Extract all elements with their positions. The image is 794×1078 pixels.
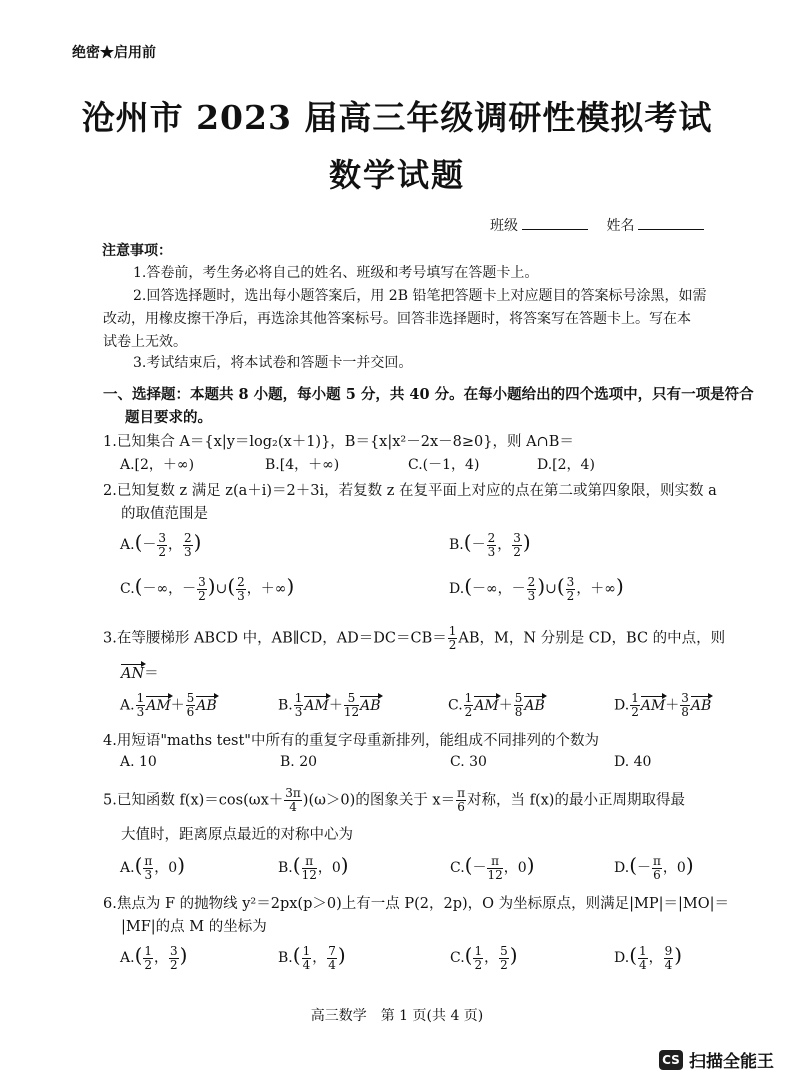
q5-stem-2: 大值时，距离原点最近的对称中心为 — [121, 827, 353, 843]
q4-option-a: A. 10 — [120, 754, 157, 770]
scanner-watermark — [659, 1047, 774, 1072]
q1-option-d: D.[2，4) — [537, 457, 595, 473]
q5-option-d: D.(－ $\frac{\pi}{6}$ ，0) — [614, 853, 694, 882]
q3-stem-2: AN＝ — [121, 666, 159, 682]
note-2c: 试卷上无效。 — [103, 334, 187, 350]
note-2b: 改动，用橡皮擦干净后，再选涂其他答案标号。回答非选择题时，将答案写在答题卡上。写在本 — [103, 311, 691, 327]
q4-option-c: C. 30 — [450, 754, 487, 770]
class-blank[interactable] — [522, 217, 588, 230]
section-heading-cont: 题目要求的。 — [125, 409, 212, 426]
section-heading: 一、选择题：本题共 8 小题，每小题 5 分，共 40 分。在每小题给出的四个选项中，只有一项是符合 — [103, 386, 754, 403]
q6-option-b: B.( $\frac{1}{4}$ ， $\frac{7}{4}$ ) — [278, 943, 346, 972]
q3-option-c: C. $\frac{1}{2}$ AM＋ $\frac{5}{8}$ AB — [448, 691, 545, 719]
q3-option-a: A. $\frac{1}{3}$ AM＋ $\frac{5}{6}$ AB — [120, 691, 217, 719]
q2-stem-1: 2.已知复数 z 满足 z(a＋i)＝2＋3i，若复数 z 在复平面上对应的点在第二或第四象限，则实数 a — [103, 483, 717, 499]
name-blank[interactable] — [638, 217, 704, 230]
scanner-label: 扫描全能王 — [689, 1052, 774, 1072]
q2-option-a: A.(－ $\frac{3}{2}$ ， $\frac{2}{3}$ ) — [120, 530, 202, 559]
q4-stem: 4.用短语"maths test"中所有的重复字母重新排列，能组成不同排列的个数为 — [103, 733, 599, 749]
q2-option-c: C.(－∞，－ $\frac{3}{2}$ )∪( $\frac{2}{3}$ ，＋∞) — [120, 574, 295, 603]
confidential-label: 绝密★启用前 — [72, 45, 156, 61]
q6-stem-1: 6.焦点为 F 的抛物线 y²＝2px(p＞0)上有一点 P(2，2p)，O 为坐标原点，则满足|MP|＝|MO|＝ — [103, 896, 730, 912]
note-3: 3.考试结束后，将本试卷和答题卡一并交回。 — [133, 355, 413, 371]
q3-option-d: D. $\frac{1}{2}$ AM＋ $\frac{3}{8}$ AB — [614, 691, 712, 719]
q1-option-b: B.[4，＋∞) — [265, 457, 340, 473]
scanner-logo-icon: CS — [659, 1050, 683, 1070]
exam-title: 沧州市 2023 届高三年级调研性模拟考试 — [81, 98, 713, 137]
q1-option-c: C.(－1，4) — [408, 457, 480, 473]
q5-option-c: C.(－ $\frac{\pi}{12}$ ，0) — [450, 853, 535, 882]
note-2a: 2.回答选择题时，选出每小题答案后，用 2B 铅笔把答题卡上对应题目的答案标号涂黑，如需 — [133, 288, 707, 304]
name-label: 姓名 — [606, 218, 635, 234]
notes-heading: 注意事项： — [102, 243, 172, 259]
note-1: 1.答卷前，考生务必将自己的姓名、班级和考号填写在答题卡上。 — [133, 265, 539, 281]
q6-option-d: D.( $\frac{1}{4}$ ， $\frac{9}{4}$ ) — [614, 943, 683, 972]
q2-stem-2: 的取值范围是 — [121, 506, 208, 522]
class-label: 班级 — [490, 218, 518, 234]
q2-option-d: D.(－∞，－ $\frac{2}{3}$ )∪( $\frac{3}{2}$ ，＋∞) — [449, 574, 624, 603]
q2-option-b: B.(－ $\frac{2}{3}$ ， $\frac{3}{2}$ ) — [449, 530, 531, 559]
q1-option-a: A.[2，＋∞) — [120, 457, 195, 473]
q6-option-c: C.( $\frac{1}{2}$ ， $\frac{5}{2}$ ) — [450, 943, 518, 972]
q5-option-a: A.( $\frac{\pi}{3}$ ，0) — [120, 853, 185, 882]
q5-stem-1: 5.已知函数 f(x)＝cos(ωx＋ $\frac{3\pi}{4}$ )(ω＞0)的图象关于 x＝ $\frac{\pi}{6}$ 对称，当 f(x)的最小正周期取得最 — [103, 786, 685, 814]
q4-option-b: B. 20 — [280, 754, 318, 770]
q5-option-b: B.( $\frac{\pi}{12}$ ，0) — [278, 853, 349, 882]
page-footer: 高三数学 第 1 页(共 4 页) — [310, 1008, 484, 1024]
exam-subtitle: 数学试题 — [328, 156, 465, 194]
q3-option-b: B. $\frac{1}{3}$ AM＋ $\frac{5}{12}$ AB — [278, 691, 381, 719]
q6-option-a: A.( $\frac{1}{2}$ ， $\frac{3}{2}$ ) — [120, 943, 188, 972]
q3-stem-1: 3.在等腰梯形 ABCD 中，AB∥CD，AD＝DC＝CB＝ $\frac{1}{2}$ AB，M，N 分别是 CD，BC 的中点，则 — [103, 624, 726, 652]
student-fields — [490, 215, 718, 235]
q4-option-d: D. 40 — [614, 754, 652, 770]
q6-stem-2: |MF|的点 M 的坐标为 — [121, 919, 267, 935]
q1-stem: 1.已知集合 A＝{x|y＝log₂(x＋1)}，B＝{x|x²－2x－8≥0}，则 A∩B＝ — [103, 434, 574, 450]
